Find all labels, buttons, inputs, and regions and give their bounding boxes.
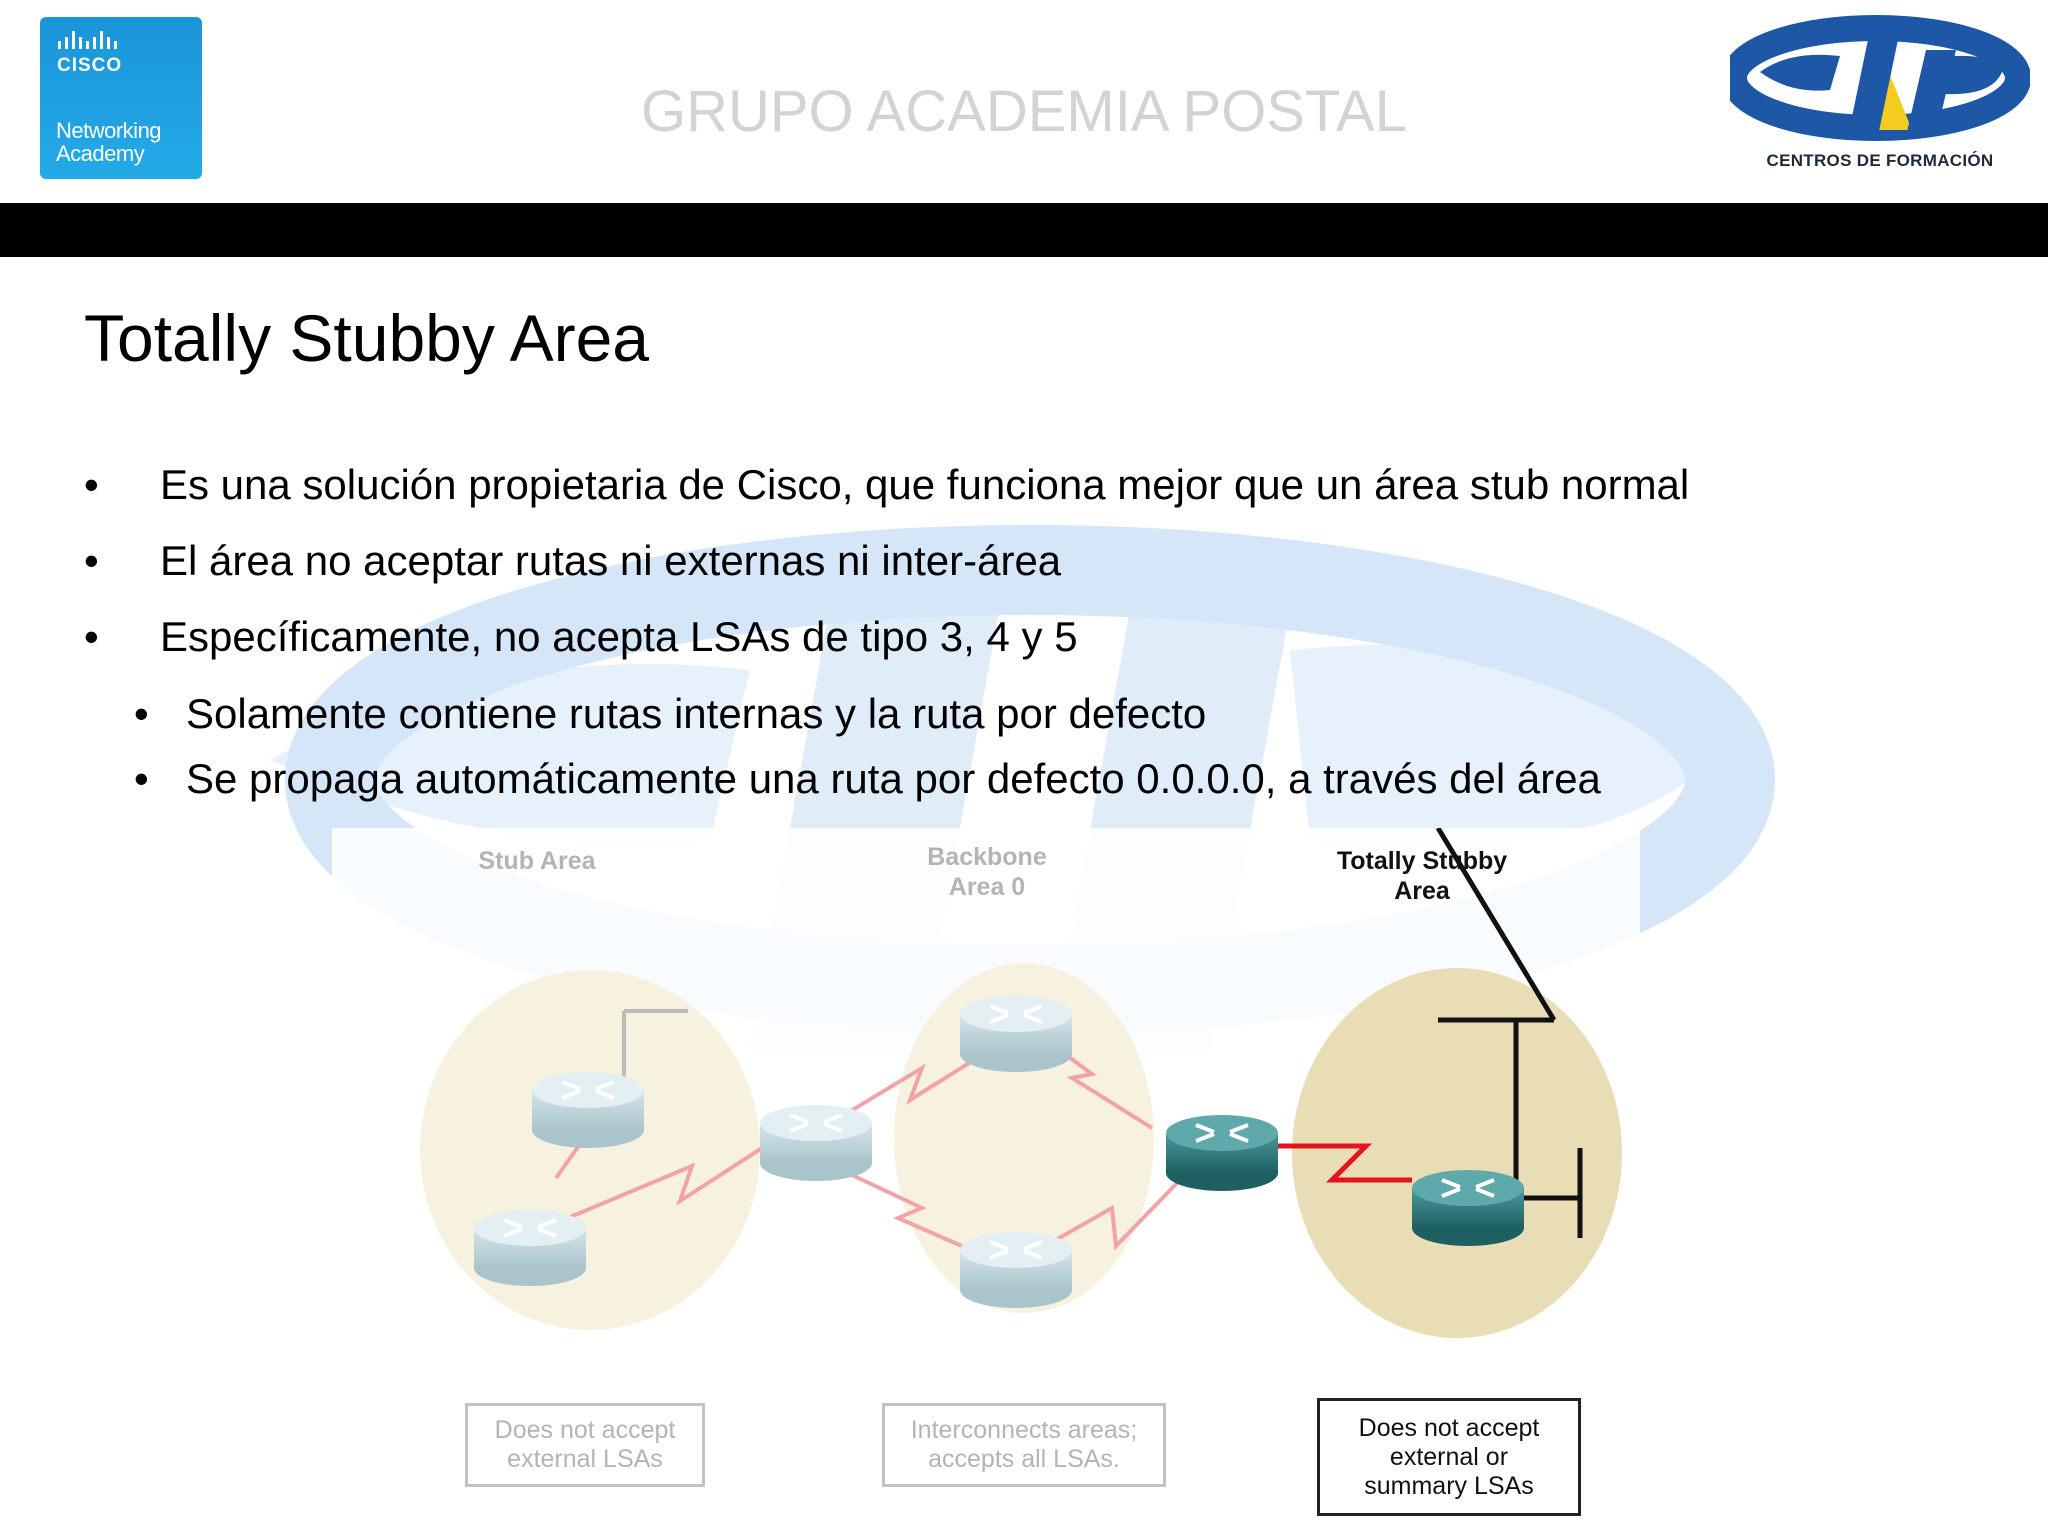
stub-area-region <box>420 970 760 1330</box>
router-icon <box>960 1232 1072 1308</box>
academia-postal-emblem-icon <box>1730 10 2030 150</box>
router-icon <box>532 1072 644 1148</box>
cisco-logo-line2: Academy <box>56 141 145 166</box>
bullet-glyph: • <box>84 537 99 584</box>
cisco-logo-line1: Networking <box>56 118 162 143</box>
bullet-text: Específicamente, no acepta LSAs de tipo 3, 4 y 5 <box>160 613 1078 660</box>
totally-stubby-area-region <box>1292 968 1622 1338</box>
area-label-line2: Area <box>1394 877 1450 905</box>
description-line: summary LSAs <box>1364 1471 1534 1500</box>
description-line: external or <box>1389 1442 1509 1471</box>
totally-stubby-area-description <box>1317 1398 1581 1516</box>
area-label-line1: Stub Area <box>478 847 596 875</box>
cisco-bars-icon <box>56 31 176 53</box>
bullet-glyph: • <box>84 461 99 508</box>
logo-caption: CENTROS DE FORMACIÓN <box>1766 151 1994 170</box>
sub-bullet-text: Se propaga automáticamente una ruta por defecto 0.0.0.0, a través del área <box>186 755 1601 802</box>
bullet-glyph: • <box>134 690 149 737</box>
sub-bullet-text: Solamente contiene rutas internas y la ruta por defecto <box>186 690 1207 737</box>
description-line: Interconnects areas; <box>910 1416 1138 1444</box>
router-icon <box>960 996 1072 1072</box>
backbone-area-description <box>882 1403 1166 1487</box>
description-line: Does not accept <box>1358 1413 1540 1442</box>
header-bar <box>0 203 2048 257</box>
area-label-line1: Backbone <box>927 843 1047 871</box>
stub-area-description <box>465 1403 705 1487</box>
area-label-line1: Totally Stubby <box>1336 847 1508 875</box>
slide-title: Totally Stubby Area <box>84 301 649 375</box>
internal-router-icon <box>1412 1170 1524 1246</box>
ospf-area-diagram <box>332 828 1640 1536</box>
area-label-line2: Area 0 <box>948 873 1026 901</box>
bullet-glyph: • <box>84 613 99 660</box>
router-icon <box>760 1105 872 1181</box>
bullet-glyph: • <box>134 755 149 802</box>
bullet-text: Es una solución propietaria de Cisco, que funciona mejor que un área stub normal <box>160 461 1690 508</box>
cisco-wordmark: CISCO <box>57 55 123 76</box>
org-title: GRUPO ACADEMIA POSTAL <box>640 79 1407 144</box>
description-line: external LSAs <box>507 1445 663 1473</box>
router-icon <box>474 1210 586 1286</box>
academia-postal-logo <box>1730 10 2030 180</box>
bullet-text: El área no aceptar rutas ni externas ni inter-área <box>160 537 1062 584</box>
description-line: accepts all LSAs. <box>928 1445 1120 1473</box>
abr-router-icon <box>1166 1115 1278 1191</box>
description-line: Does not accept <box>494 1416 676 1444</box>
